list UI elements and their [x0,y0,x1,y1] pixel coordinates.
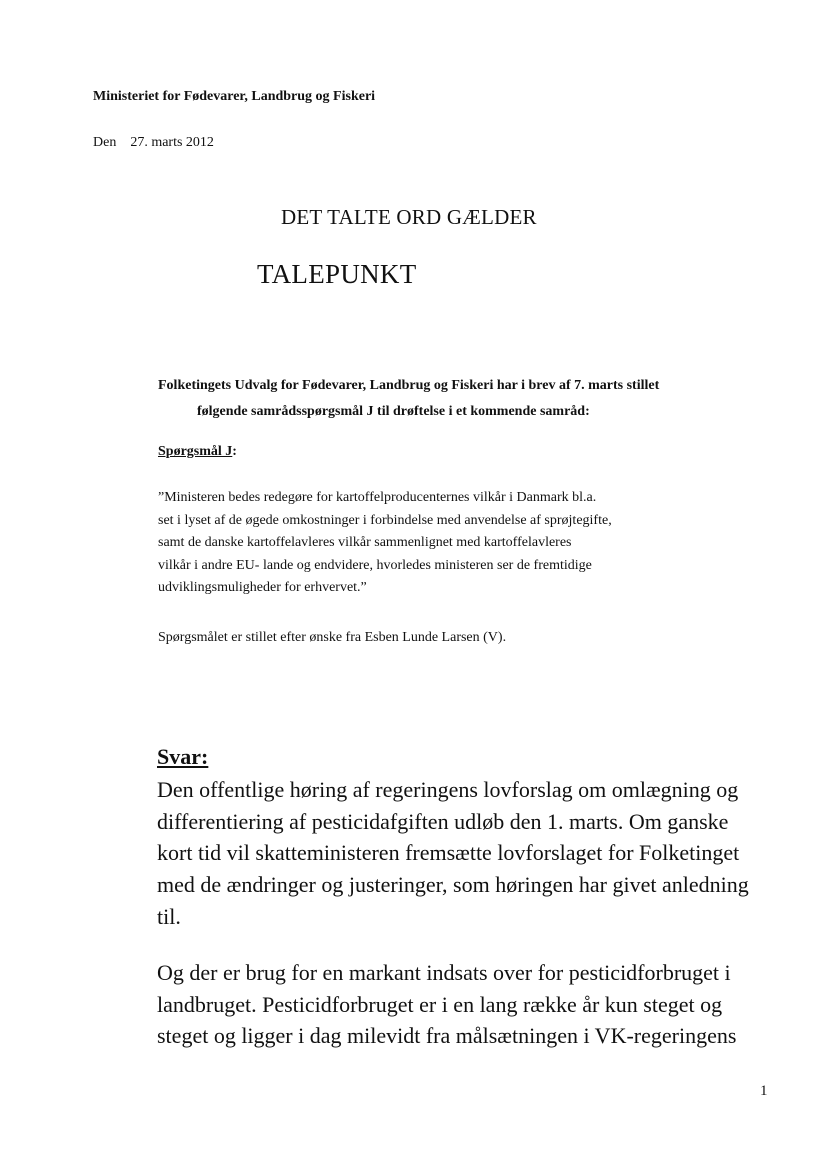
answer-heading: Svar: [157,744,209,769]
quote-line: set i lyset af de øgede omkostninger i forbindelse med anvendelse af sprøjtegifte, [158,512,612,528]
answer-line: landbruget. Pesticidforbruget er i en lang række år kun steget og [157,991,723,1017]
answer-line: kort tid vil skatteministeren fremsætte lovforslaget for Folketinget [157,840,740,866]
answer-line: Den offentlige høring af regeringens lovforslag om omlægning og [157,777,739,802]
question-quote [158,487,612,600]
quote-line: udviklingsmuligheder for erhvervet.” [158,580,367,595]
quote-line: samt de danske kartoffelavleres vilkår sammenlignet med kartoffelavleres [158,535,572,550]
answer-line: med de ændringer og justeringer, som høringen har givet anledning [157,872,749,898]
answer-line: steget og ligger i dag milevidt fra målsætningen i VK-regeringens [157,1023,737,1049]
ministry-name: Ministeriet for Fødevarer, Landbrug og Fiskeri [93,89,376,104]
question-asked-by: Spørgsmålet er stillet efter ønske fra Esben Lunde Larsen (V). [158,630,507,645]
answer-line: til. [157,903,181,929]
answer-paragraph-1 [157,774,749,933]
answer-line: Og der er brug for en markant indsats over for pesticidforbruget i [157,960,731,985]
answer-paragraph-2 [157,957,736,1052]
question-heading-label: Spørgsmål J [158,444,233,459]
question-heading-colon: : [232,444,237,459]
document-title: TALEPUNKT [257,259,417,289]
document-date [93,135,214,151]
question-heading [158,444,237,460]
intro-line: følgende samrådsspørgsmål J til drøftelse i et kommende samråd: [197,404,590,419]
quote-line: vilkår i andre EU- lande og endvidere, hvorledes ministeren ser de fremtidige [158,557,592,573]
date-prefix: Den [93,135,117,150]
intro-line: Folketingets Udvalg for Fødevarer, Landbrug og Fiskeri har i brev af 7. marts stillet [158,378,660,393]
quote-line: ”Ministeren bedes redegøre for kartoffelproducenternes vilkår i Danmark bl.a. [158,490,597,505]
answer-line: differentiering af pesticidafgiften udløb den 1. marts. Om ganske [157,808,729,834]
intro-paragraph [158,373,659,425]
spoken-word-notice: DET TALTE ORD GÆLDER [281,205,537,229]
date-value: 27. marts 2012 [130,135,214,150]
page-number: 1 [760,1083,768,1099]
